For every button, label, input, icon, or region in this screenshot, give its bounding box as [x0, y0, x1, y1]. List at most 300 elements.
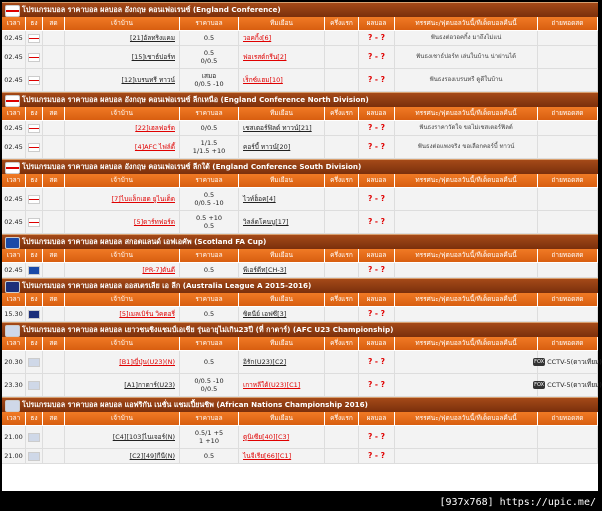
tips-cell[interactable]: [395, 307, 538, 321]
tips-cell[interactable]: ฟันธงต่อวอคกิ้ง มาถึงไม่แน่: [395, 31, 538, 45]
header-flag: ธง: [26, 412, 43, 425]
odds-cell: [180, 426, 239, 448]
header-tips: ทรรศนะ/ฟุตบอลวันนี้/ทีเด็ดบอลคืนนี้: [395, 249, 538, 262]
result-score[interactable]: ? - ?: [367, 52, 386, 61]
away-team-link[interactable]: ตูนิเซีย[40][C3]: [243, 433, 290, 441]
result-cell[interactable]: [359, 211, 395, 233]
header-home: เจ้าบ้าน: [65, 107, 180, 120]
odds-value: 1/1.5 +10: [192, 147, 226, 155]
odds-cell: [180, 307, 239, 321]
odds-value: 1 +10: [199, 437, 219, 445]
country-flag-cell: [26, 188, 43, 210]
header-odds: ราคาบอล: [180, 174, 239, 187]
odds-cell: [180, 69, 239, 91]
away-team-cell[interactable]: [239, 351, 325, 373]
tips-cell[interactable]: [395, 351, 538, 373]
away-team-cell[interactable]: [239, 188, 325, 210]
tips-cell[interactable]: ฟันธงเชาธ์ปอร์ท เล่นในบ้าน น่าผ่านได้: [395, 46, 538, 68]
league-logo-icon: [5, 325, 20, 337]
header-home: เจ้าบ้าน: [65, 249, 180, 262]
home-team-link[interactable]: [5]ดาร์ทฟอร์ด: [133, 218, 175, 226]
live-cell: [43, 263, 65, 277]
half-time-cell: [325, 69, 359, 91]
result-cell[interactable]: [359, 374, 395, 396]
kickoff-time: 02.45: [2, 263, 26, 277]
header-away: ทีมเยือน: [239, 249, 325, 262]
home-team-cell[interactable]: [65, 69, 180, 91]
away-team-cell[interactable]: [239, 307, 325, 321]
tv-channel-cell: [534, 351, 602, 373]
odds-value: 0/0.5: [200, 385, 218, 393]
header-tv: ถ่ายทอดสด: [538, 174, 598, 187]
odds-cell: [180, 31, 239, 45]
match-row: [2, 426, 598, 449]
league-title: [2, 92, 598, 107]
home-team-cell[interactable]: [65, 46, 180, 68]
kickoff-time: 23.30: [2, 374, 26, 396]
odds-value: 0/0.5: [200, 57, 218, 65]
tv-channel-cell: [538, 188, 598, 210]
header-result: ผลบอล: [359, 412, 395, 425]
header-tv: ถ่ายทอดสด: [538, 17, 598, 30]
home-team-link[interactable]: [22]เฮลฟอร์ด: [135, 124, 175, 132]
home-team-link[interactable]: [4]AFC ไฟล์ดี้: [134, 143, 175, 151]
country-flag-cell: [26, 31, 43, 45]
half-time-cell: [325, 263, 359, 277]
half-time-cell: [325, 136, 359, 158]
league-title: [2, 397, 598, 412]
header-home: เจ้าบ้าน: [65, 293, 180, 306]
header-flag: ธง: [26, 107, 43, 120]
result-score[interactable]: ? - ?: [367, 380, 386, 389]
result-cell[interactable]: [359, 31, 395, 45]
away-team-cell[interactable]: [239, 211, 325, 233]
match-row: [2, 69, 598, 92]
away-team-cell[interactable]: [239, 374, 325, 396]
tv-channel-cell: [538, 69, 598, 91]
odds-cell: [180, 121, 239, 135]
odds-value: 0.5: [203, 49, 215, 57]
result-score[interactable]: ? - ?: [367, 451, 386, 460]
odds-cell: [180, 46, 239, 68]
match-row: [2, 188, 598, 211]
kickoff-time: 02.45: [2, 46, 26, 68]
league-title-text: โปรแกรมบอล ราคาบอล ผลบอล สกอตแลนด์ เอฟเอคัพ (Scotland FA Cup): [22, 237, 267, 246]
header-half: ครึ่งแรก: [325, 337, 359, 350]
away-team-link[interactable]: เกาหลีใต้(U23)[C1]: [243, 381, 301, 389]
header-live: สด: [43, 249, 65, 262]
country-flag-cell: [26, 374, 43, 396]
odds-value: 0/0.5 -10: [194, 377, 224, 385]
odds-cell: [180, 188, 239, 210]
header-live: สด: [43, 17, 65, 30]
league-title: [2, 278, 598, 293]
odds-cell: [180, 449, 239, 463]
league-title: [2, 322, 598, 337]
result-score[interactable]: ? - ?: [367, 265, 386, 274]
home-team-link[interactable]: [C4][103]ไนเจอร์(N): [112, 433, 175, 441]
home-team-cell[interactable]: [65, 121, 180, 135]
kickoff-time: 02.45: [2, 69, 26, 91]
header-result: ผลบอล: [359, 293, 395, 306]
tips-cell[interactable]: ฟันธงราคาวัดใจ ขอไม่เชสเตอร์ฟิลด์: [395, 121, 538, 135]
result-score[interactable]: ? - ?: [367, 142, 386, 151]
country-flag-cell: [26, 136, 43, 158]
country-flag-cell: [26, 121, 43, 135]
header-away: ทีมเยือน: [239, 337, 325, 350]
match-row: [2, 307, 598, 322]
result-cell[interactable]: [359, 307, 395, 321]
home-team-link[interactable]: [7]ไบแล็กเฮด ยูไนเต็ด: [111, 195, 175, 203]
country-flag-cell: [26, 211, 43, 233]
league-title-text: โปรแกรมบอล ราคาบอล ผลบอล ออสเตรเลีย เอ ลีก (Australia League A 2015-2016): [22, 281, 312, 290]
odds-cell: [180, 136, 239, 158]
country-flag-cell: [26, 46, 43, 68]
header-tv: ถ่ายทอดสด: [538, 412, 598, 425]
result-cell[interactable]: [359, 136, 395, 158]
live-cell: [43, 307, 65, 321]
country-flag-cell: [26, 307, 43, 321]
header-tv: ถ่ายทอดสด: [538, 107, 598, 120]
header-away: ทีมเยือน: [239, 174, 325, 187]
home-team-link[interactable]: [A1]กาตาร์(U23): [124, 381, 175, 389]
away-team-cell[interactable]: [239, 263, 325, 277]
league-logo-icon: [5, 5, 20, 17]
header-tips: ทรรศนะ/ฟุตบอลวันนี้/ทีเด็ดบอลคืนนี้: [395, 17, 538, 30]
header-odds: ราคาบอล: [180, 412, 239, 425]
match-row: [2, 31, 598, 46]
country-flag-cell: [26, 449, 43, 463]
result-score[interactable]: ? - ?: [367, 217, 386, 226]
tv-channel-cell: [538, 136, 598, 158]
result-cell[interactable]: [359, 46, 395, 68]
tv-channel-cell: [538, 307, 598, 321]
tv-channel-cell: [538, 449, 598, 463]
header-home: เจ้าบ้าน: [65, 17, 180, 30]
header-flag: ธง: [26, 249, 43, 262]
live-cell: [43, 136, 65, 158]
home-team-cell[interactable]: [65, 426, 180, 448]
home-team-cell[interactable]: [65, 31, 180, 45]
away-team-cell[interactable]: [239, 31, 325, 45]
header-half: ครึ่งแรก: [325, 293, 359, 306]
away-team-cell[interactable]: [239, 136, 325, 158]
tips-cell[interactable]: [395, 211, 538, 233]
odds-value: 0.5: [203, 222, 215, 230]
home-team-link[interactable]: [12]เบรนทรี ทาวน์: [121, 76, 175, 84]
match-row: [2, 351, 602, 374]
tips-cell[interactable]: ฟันธงรองเบรนทรี ดูดีในบ้าน: [395, 69, 538, 91]
tips-cell[interactable]: [395, 263, 538, 277]
result-cell[interactable]: [359, 263, 395, 277]
away-team-link[interactable]: วิลล์ดโคนบู[17]: [243, 218, 289, 226]
header-flag: ธง: [26, 174, 43, 187]
header-result: ผลบอล: [359, 17, 395, 30]
away-team-link[interactable]: ไวท์ฮ็อค[4]: [243, 195, 276, 203]
header-time: เวลา: [2, 107, 26, 120]
tips-cell[interactable]: [395, 188, 538, 210]
away-team-link[interactable]: วอคกิ้ง[6]: [243, 34, 272, 42]
odds-value: 0/0.5: [200, 124, 218, 132]
away-team-cell[interactable]: [239, 449, 325, 463]
home-team-cell[interactable]: [65, 136, 180, 158]
header-result: ผลบอล: [359, 174, 395, 187]
header-odds: ราคาบอล: [180, 107, 239, 120]
result-cell[interactable]: [359, 449, 395, 463]
kickoff-time: 02.45: [2, 188, 26, 210]
header-time: เวลา: [2, 337, 26, 350]
header-result: ผลบอล: [359, 337, 395, 350]
country-flag-cell: [26, 351, 43, 373]
kickoff-time: 20.30: [2, 351, 26, 373]
tv-channel-cell: [538, 46, 598, 68]
odds-value: 0.5: [203, 358, 215, 366]
half-time-cell: [325, 449, 359, 463]
header-odds: ราคาบอล: [180, 249, 239, 262]
result-score[interactable]: ? - ?: [367, 357, 386, 366]
header-time: เวลา: [2, 412, 26, 425]
odds-value: 0.5: [203, 452, 215, 460]
home-team-link[interactable]: [21]อัลทริงแคม: [129, 34, 175, 42]
header-half: ครึ่งแรก: [325, 174, 359, 187]
half-time-cell: [325, 121, 359, 135]
odds-value: 1/1.5: [200, 139, 218, 147]
live-cell: [43, 46, 65, 68]
header-live: สด: [43, 293, 65, 306]
tips-cell[interactable]: ฟันธงต่อแพงจริง ขอเลือกคอร์บี้ ทาวน์: [395, 136, 538, 158]
live-cell: [43, 374, 65, 396]
header-result: ผลบอล: [359, 249, 395, 262]
away-team-link[interactable]: ฟอเรสต์กรีน[2]: [243, 53, 287, 61]
column-header-row: [2, 412, 598, 426]
result-cell[interactable]: [359, 426, 395, 448]
home-team-cell[interactable]: [65, 188, 180, 210]
half-time-cell: [325, 188, 359, 210]
tv-channel-icon: FOX: [534, 359, 545, 365]
away-team-link[interactable]: อิรัก(U23)[C2]: [243, 358, 287, 366]
kickoff-time: 02.45: [2, 136, 26, 158]
odds-value: 0.5: [203, 191, 215, 199]
home-team-link[interactable]: [C2][49]กีนี(N): [129, 452, 175, 460]
half-time-cell: [325, 374, 359, 396]
result-cell[interactable]: [359, 69, 395, 91]
result-score[interactable]: ? - ?: [367, 123, 386, 132]
header-tips: ทรรศนะ/ฟุตบอลวันนี้/ทีเด็ดบอลคืนนี้: [395, 107, 538, 120]
header-home: เจ้าบ้าน: [65, 337, 180, 350]
home-team-link[interactable]: [5]เมลเบิร์น วิคตอรี่: [119, 310, 175, 318]
live-cell: [43, 211, 65, 233]
tips-cell[interactable]: [395, 426, 538, 448]
country-flag-icon: [28, 452, 40, 461]
league-logo-icon: [5, 162, 20, 174]
country-flag-icon: [28, 76, 40, 85]
home-team-cell[interactable]: [65, 449, 180, 463]
live-cell: [43, 69, 65, 91]
league-title-text: โปรแกรมบอล ราคาบอล ผลบอล อังกฤษ คอนเฟอเรนซ์ ลีกใต้ (England Conference South Division): [22, 162, 362, 171]
tips-cell[interactable]: [395, 374, 538, 396]
country-flag-icon: [28, 195, 40, 204]
header-tv: ถ่ายทอดสด: [538, 337, 598, 350]
away-team-link[interactable]: คอร์บี้ ทาวน์[20]: [243, 143, 291, 151]
live-cell: [43, 449, 65, 463]
header-result: ผลบอล: [359, 107, 395, 120]
header-away: ทีมเยือน: [239, 412, 325, 425]
live-cell: [43, 121, 65, 135]
tv-channel-cell: [538, 426, 598, 448]
away-team-link[interactable]: พีเอร์ดีท[CH-3]: [243, 266, 287, 274]
header-tips: ทรรศนะ/ฟุตบอลวันนี้/ทีเด็ดบอลคืนนี้: [395, 337, 538, 350]
away-team-link[interactable]: เร็กซ์แฮม[10]: [243, 76, 283, 84]
column-header-row: [2, 249, 598, 263]
header-time: เวลา: [2, 17, 26, 30]
away-team-cell[interactable]: [239, 121, 325, 135]
kickoff-time: 02.45: [2, 121, 26, 135]
half-time-cell: [325, 426, 359, 448]
result-score[interactable]: ? - ?: [367, 75, 386, 84]
home-team-cell[interactable]: [65, 307, 180, 321]
home-team-cell[interactable]: [65, 374, 180, 396]
result-score[interactable]: ? - ?: [367, 432, 386, 441]
odds-cell: [180, 351, 239, 373]
half-time-cell: [325, 46, 359, 68]
kickoff-time: 21.00: [2, 426, 26, 448]
country-flag-icon: [28, 266, 40, 275]
country-flag-cell: [26, 426, 43, 448]
header-tips: ทรรศนะ/ฟุตบอลวันนี้/ทีเด็ดบอลคืนนี้: [395, 293, 538, 306]
half-time-cell: [325, 307, 359, 321]
league-title: [2, 234, 598, 249]
column-header-row: [2, 174, 598, 188]
match-row: [2, 263, 598, 278]
header-home: เจ้าบ้าน: [65, 412, 180, 425]
half-time-cell: [325, 31, 359, 45]
home-team-cell[interactable]: [65, 351, 180, 373]
header-flag: ธง: [26, 293, 43, 306]
kickoff-time: 21.00: [2, 449, 26, 463]
column-header-row: [2, 337, 598, 351]
tv-channel-text: CCTV-5(ดาวเทียม): [547, 381, 602, 389]
header-flag: ธง: [26, 17, 43, 30]
league-logo-icon: [5, 281, 20, 293]
match-row: [2, 46, 598, 69]
country-flag-icon: [28, 433, 40, 442]
tv-channel-cell: [538, 263, 598, 277]
header-half: ครึ่งแรก: [325, 107, 359, 120]
away-team-cell[interactable]: [239, 69, 325, 91]
league-logo-icon: [5, 95, 20, 107]
half-time-cell: [325, 351, 359, 373]
odds-value: 0.5 +10: [195, 214, 223, 222]
match-row: [2, 211, 598, 234]
league-title: [2, 159, 598, 174]
image-size-badge: [937x768] https://upic.me/: [439, 497, 596, 508]
live-cell: [43, 351, 65, 373]
odds-value: 0.5: [203, 310, 215, 318]
country-flag-icon: [28, 143, 40, 152]
result-score[interactable]: ? - ?: [367, 309, 386, 318]
country-flag-icon: [28, 381, 40, 390]
header-tips: ทรรศนะ/ฟุตบอลวันนี้/ทีเด็ดบอลคืนนี้: [395, 412, 538, 425]
country-flag-icon: [28, 310, 40, 319]
league-title-text: โปรแกรมบอล ราคาบอล ผลบอล อังกฤษ คอนเฟอเรนซ์ (England Conference): [22, 5, 281, 14]
odds-value: 0.5: [203, 266, 215, 274]
tv-channel-icon: FOX: [534, 382, 545, 388]
home-team-link[interactable]: [PR-7]ดันดี: [142, 266, 175, 274]
tips-cell[interactable]: [395, 449, 538, 463]
home-team-link[interactable]: [B1]ญี่ปุ่น(U23)(N): [119, 358, 175, 366]
home-team-cell[interactable]: [65, 263, 180, 277]
country-flag-cell: [26, 263, 43, 277]
away-team-cell[interactable]: [239, 46, 325, 68]
match-row: [2, 136, 598, 159]
home-team-link[interactable]: [15]เชาธ์ปอร์ท: [131, 53, 175, 61]
match-row: [2, 449, 598, 464]
country-flag-icon: [28, 53, 40, 62]
header-home: เจ้าบ้าน: [65, 174, 180, 187]
result-score[interactable]: ? - ?: [367, 33, 386, 42]
match-row: [2, 121, 598, 136]
live-cell: [43, 188, 65, 210]
header-half: ครึ่งแรก: [325, 17, 359, 30]
header-tv: ถ่ายทอดสด: [538, 249, 598, 262]
league-title: [2, 2, 598, 17]
column-header-row: [2, 107, 598, 121]
header-live: สด: [43, 107, 65, 120]
league-title-text: โปรแกรมบอล ราคาบอล ผลบอล แอฟริกัน เนชั่น แชมเปี้ยนชิพ (African Nations Championship 2016): [22, 400, 368, 409]
result-cell[interactable]: [359, 188, 395, 210]
header-away: ทีมเยือน: [239, 293, 325, 306]
match-row: [2, 374, 602, 397]
tv-channel-cell: [538, 31, 598, 45]
odds-cell: [180, 263, 239, 277]
away-team-cell[interactable]: [239, 426, 325, 448]
kickoff-time: 02.45: [2, 211, 26, 233]
header-flag: ธง: [26, 337, 43, 350]
header-live: สด: [43, 174, 65, 187]
live-cell: [43, 31, 65, 45]
header-live: สด: [43, 412, 65, 425]
home-team-cell[interactable]: [65, 211, 180, 233]
fixtures-table: [2, 2, 602, 491]
odds-cell: [180, 374, 239, 396]
league-title-text: โปรแกรมบอล ราคาบอล ผลบอล เยาวชนชิงแชมป์เอเชีย รุ่นอายุไม่เกิน23ปี (ที่ กาตาร์) (AFC U23 Championship): [22, 325, 394, 334]
header-odds: ราคาบอล: [180, 337, 239, 350]
header-odds: ราคาบอล: [180, 17, 239, 30]
tv-channel-cell: [538, 121, 598, 135]
result-score[interactable]: ? - ?: [367, 194, 386, 203]
header-half: ครึ่งแรก: [325, 412, 359, 425]
country-flag-cell: [26, 69, 43, 91]
odds-value: 0.5: [203, 34, 215, 42]
header-time: เวลา: [2, 249, 26, 262]
country-flag-icon: [28, 218, 40, 227]
away-team-link[interactable]: เชสเตอร์ฟิลด์ ทาวน์[21]: [243, 124, 312, 132]
header-odds: ราคาบอล: [180, 293, 239, 306]
away-team-link[interactable]: ซิดนีย์ เอฟซี[3]: [243, 310, 287, 318]
league-logo-icon: [5, 237, 20, 249]
header-half: ครึ่งแรก: [325, 249, 359, 262]
league-logo-icon: [5, 400, 20, 412]
tv-channel-text: CCTV-5(ดาวเทียม): [547, 358, 602, 366]
header-time: เวลา: [2, 293, 26, 306]
live-cell: [43, 426, 65, 448]
away-team-link[interactable]: ไนจีเรีย[66][C1]: [243, 452, 292, 460]
header-away: ทีมเยือน: [239, 17, 325, 30]
header-away: ทีมเยือน: [239, 107, 325, 120]
result-cell[interactable]: [359, 351, 395, 373]
result-cell[interactable]: [359, 121, 395, 135]
odds-value: เสมอ: [201, 72, 217, 80]
